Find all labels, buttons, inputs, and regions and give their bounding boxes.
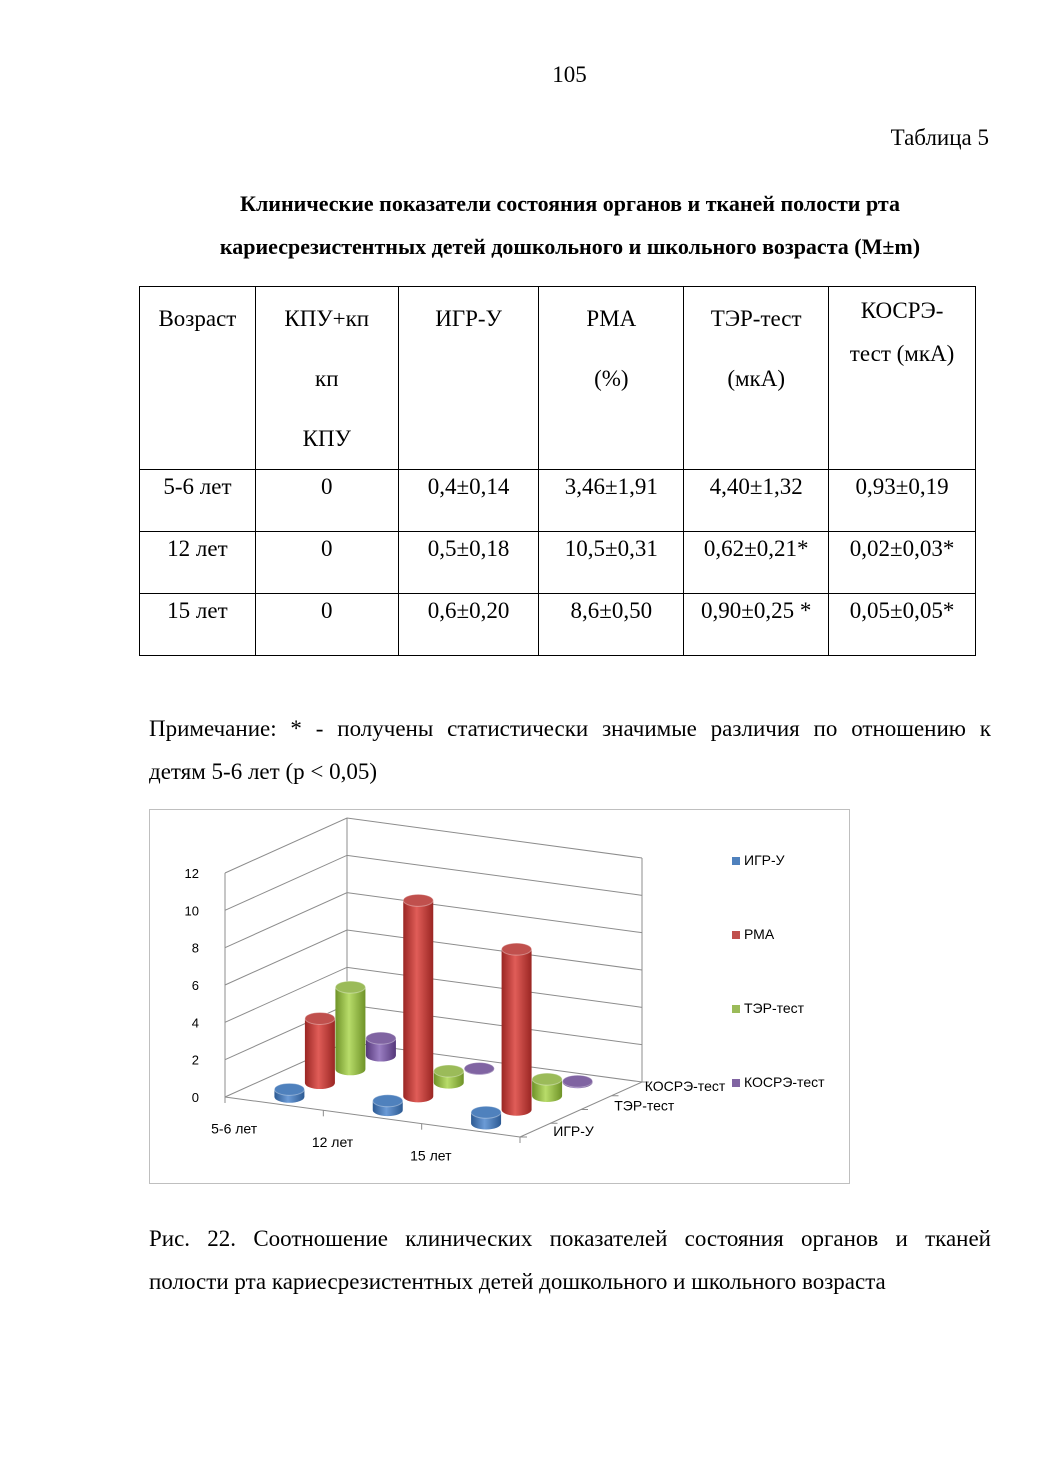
bar-body [335, 987, 365, 1075]
y-tick-label: 12 [184, 866, 199, 881]
table-cell: 10,5±0,31 [539, 532, 684, 594]
chart-bar [274, 1083, 304, 1102]
header-line: ИГР-У [435, 306, 502, 331]
table-row [140, 532, 976, 594]
table-row [140, 594, 976, 656]
chart-bar [305, 1012, 335, 1089]
table-cell: 8,6±0,50 [539, 594, 684, 656]
header-line: РМА [586, 306, 637, 331]
depth-axis-label: КОСРЭ-тест [644, 1077, 726, 1094]
y-tick-label: 4 [191, 1015, 199, 1031]
legend-swatch [732, 857, 740, 865]
table-cell: 12 лет [140, 532, 256, 594]
table-cell: 0,93±0,19 [829, 470, 976, 532]
header-line: Возраст [158, 306, 237, 331]
legend-label: ТЭР-тест [744, 1000, 805, 1016]
chart-bar [563, 1075, 593, 1088]
bar-top [305, 1012, 335, 1024]
y-tick-label: 10 [184, 903, 199, 919]
legend-label: КОСРЭ-тест [744, 1074, 825, 1090]
table-cell: 0 [255, 532, 398, 594]
y-tick-label: 0 [191, 1090, 199, 1105]
table-cell: 0 [255, 594, 398, 656]
chart-legend [732, 852, 825, 1090]
table-cell: 5-6 лет [140, 470, 256, 532]
x-tick-label: 12 лет [311, 1134, 354, 1150]
legend-swatch [732, 931, 740, 939]
table-label: Таблица 5 [890, 125, 989, 150]
table-title [140, 182, 1000, 268]
bar-top [403, 894, 433, 906]
header-line: КПУ+кп [284, 306, 370, 331]
bar-top [471, 1106, 501, 1118]
page-number: 105 [552, 62, 587, 87]
header-line: КОСРЭ- [860, 298, 944, 323]
bar-top [335, 981, 365, 993]
header-ter [684, 287, 829, 470]
chart-labels [185, 866, 726, 1163]
chart-bar [335, 981, 365, 1075]
y-tick-label: 8 [191, 940, 199, 956]
chart-bar [502, 943, 532, 1116]
caption-line-1: Рис. 22. Соотношение клинических показателей состояния органов и тканей [149, 1226, 991, 1251]
header-rma [539, 287, 684, 470]
bar-top [373, 1095, 403, 1107]
legend-swatch [732, 1079, 740, 1087]
chart-bar [532, 1073, 562, 1102]
depth-axis-label: ТЭР-тест [614, 1097, 675, 1114]
table-cell: 0,90±0,25 * [684, 594, 829, 656]
header-line: (%) [594, 366, 629, 391]
header-age [140, 287, 256, 470]
table-cell: 0,5±0,18 [398, 532, 539, 594]
bar-top [502, 943, 532, 955]
table-cell: 15 лет [140, 594, 256, 656]
table-cell: 0,02±0,03* [829, 532, 976, 594]
table-cell: 0,6±0,20 [398, 594, 539, 656]
gridline [225, 855, 642, 910]
gridline [225, 1005, 642, 1060]
bar-top [274, 1083, 304, 1095]
header-line: (мкА) [727, 366, 786, 391]
y-tick-label: 6 [191, 978, 199, 993]
legend-label: РМА [744, 926, 775, 942]
table-cell: 0,05±0,05* [829, 594, 976, 656]
header-kpu [255, 287, 398, 470]
x-tick-label: 5-6 лет [211, 1120, 258, 1137]
table-row [140, 470, 976, 532]
header-line: кп [315, 366, 339, 391]
depth-axis-label: ИГР-У [553, 1123, 594, 1140]
table-title-line-1: Клинические показатели состояния органов и тканей полости рта [240, 191, 900, 216]
bar-top [563, 1075, 593, 1087]
gridline [225, 930, 642, 985]
table-header-row [140, 287, 976, 470]
x-tick-label: 15 лет [410, 1147, 452, 1164]
data-table [139, 286, 976, 656]
header-igr [398, 287, 539, 470]
chart-bar [373, 1095, 403, 1116]
y-tick-label: 2 [191, 1052, 199, 1068]
bar-body [403, 900, 433, 1102]
note-line-2: детям 5-6 лет (р < 0,05) [149, 759, 377, 784]
header-line: ТЭР-тест [710, 306, 802, 331]
bar-body [502, 949, 532, 1116]
gridline [225, 818, 642, 873]
table-cell: 0 [255, 470, 398, 532]
caption-line-2: полости рта кариесрезистентных детей дошкольного и школьного возраста [149, 1269, 886, 1294]
note-line-1: Примечание: * - получены статистически значимые различия по отношению к [149, 716, 991, 741]
chart-bar [366, 1032, 396, 1061]
header-line: тест (мкА) [849, 341, 955, 366]
bar-top [464, 1063, 494, 1075]
bar-top [434, 1065, 464, 1077]
table-note [149, 707, 991, 793]
chart-bar [434, 1065, 464, 1089]
bar-top [532, 1073, 562, 1085]
bar-top [366, 1032, 396, 1044]
table-title-line-2: кариесрезистентных детей дошкольного и школьного возраста (М±m) [219, 234, 921, 259]
bar-body [305, 1018, 335, 1089]
legend-label: ИГР-У [744, 852, 785, 868]
table-cell: 0,62±0,21* [684, 532, 829, 594]
legend-swatch [732, 1005, 740, 1013]
chart-frame [149, 809, 850, 1184]
table-cell: 3,46±1,91 [539, 470, 684, 532]
table-cell: 0,4±0,14 [398, 470, 539, 532]
gridline [225, 967, 642, 1022]
chart-bars [274, 894, 592, 1129]
chart-bar [464, 1063, 494, 1075]
table-cell: 4,40±1,32 [684, 470, 829, 532]
header-line: КПУ [302, 426, 351, 451]
header-kosre [829, 287, 976, 470]
figure-caption [149, 1217, 991, 1303]
chart-bar [403, 894, 433, 1102]
bar-chart-3d [150, 810, 849, 1183]
chart-bar [471, 1106, 501, 1129]
